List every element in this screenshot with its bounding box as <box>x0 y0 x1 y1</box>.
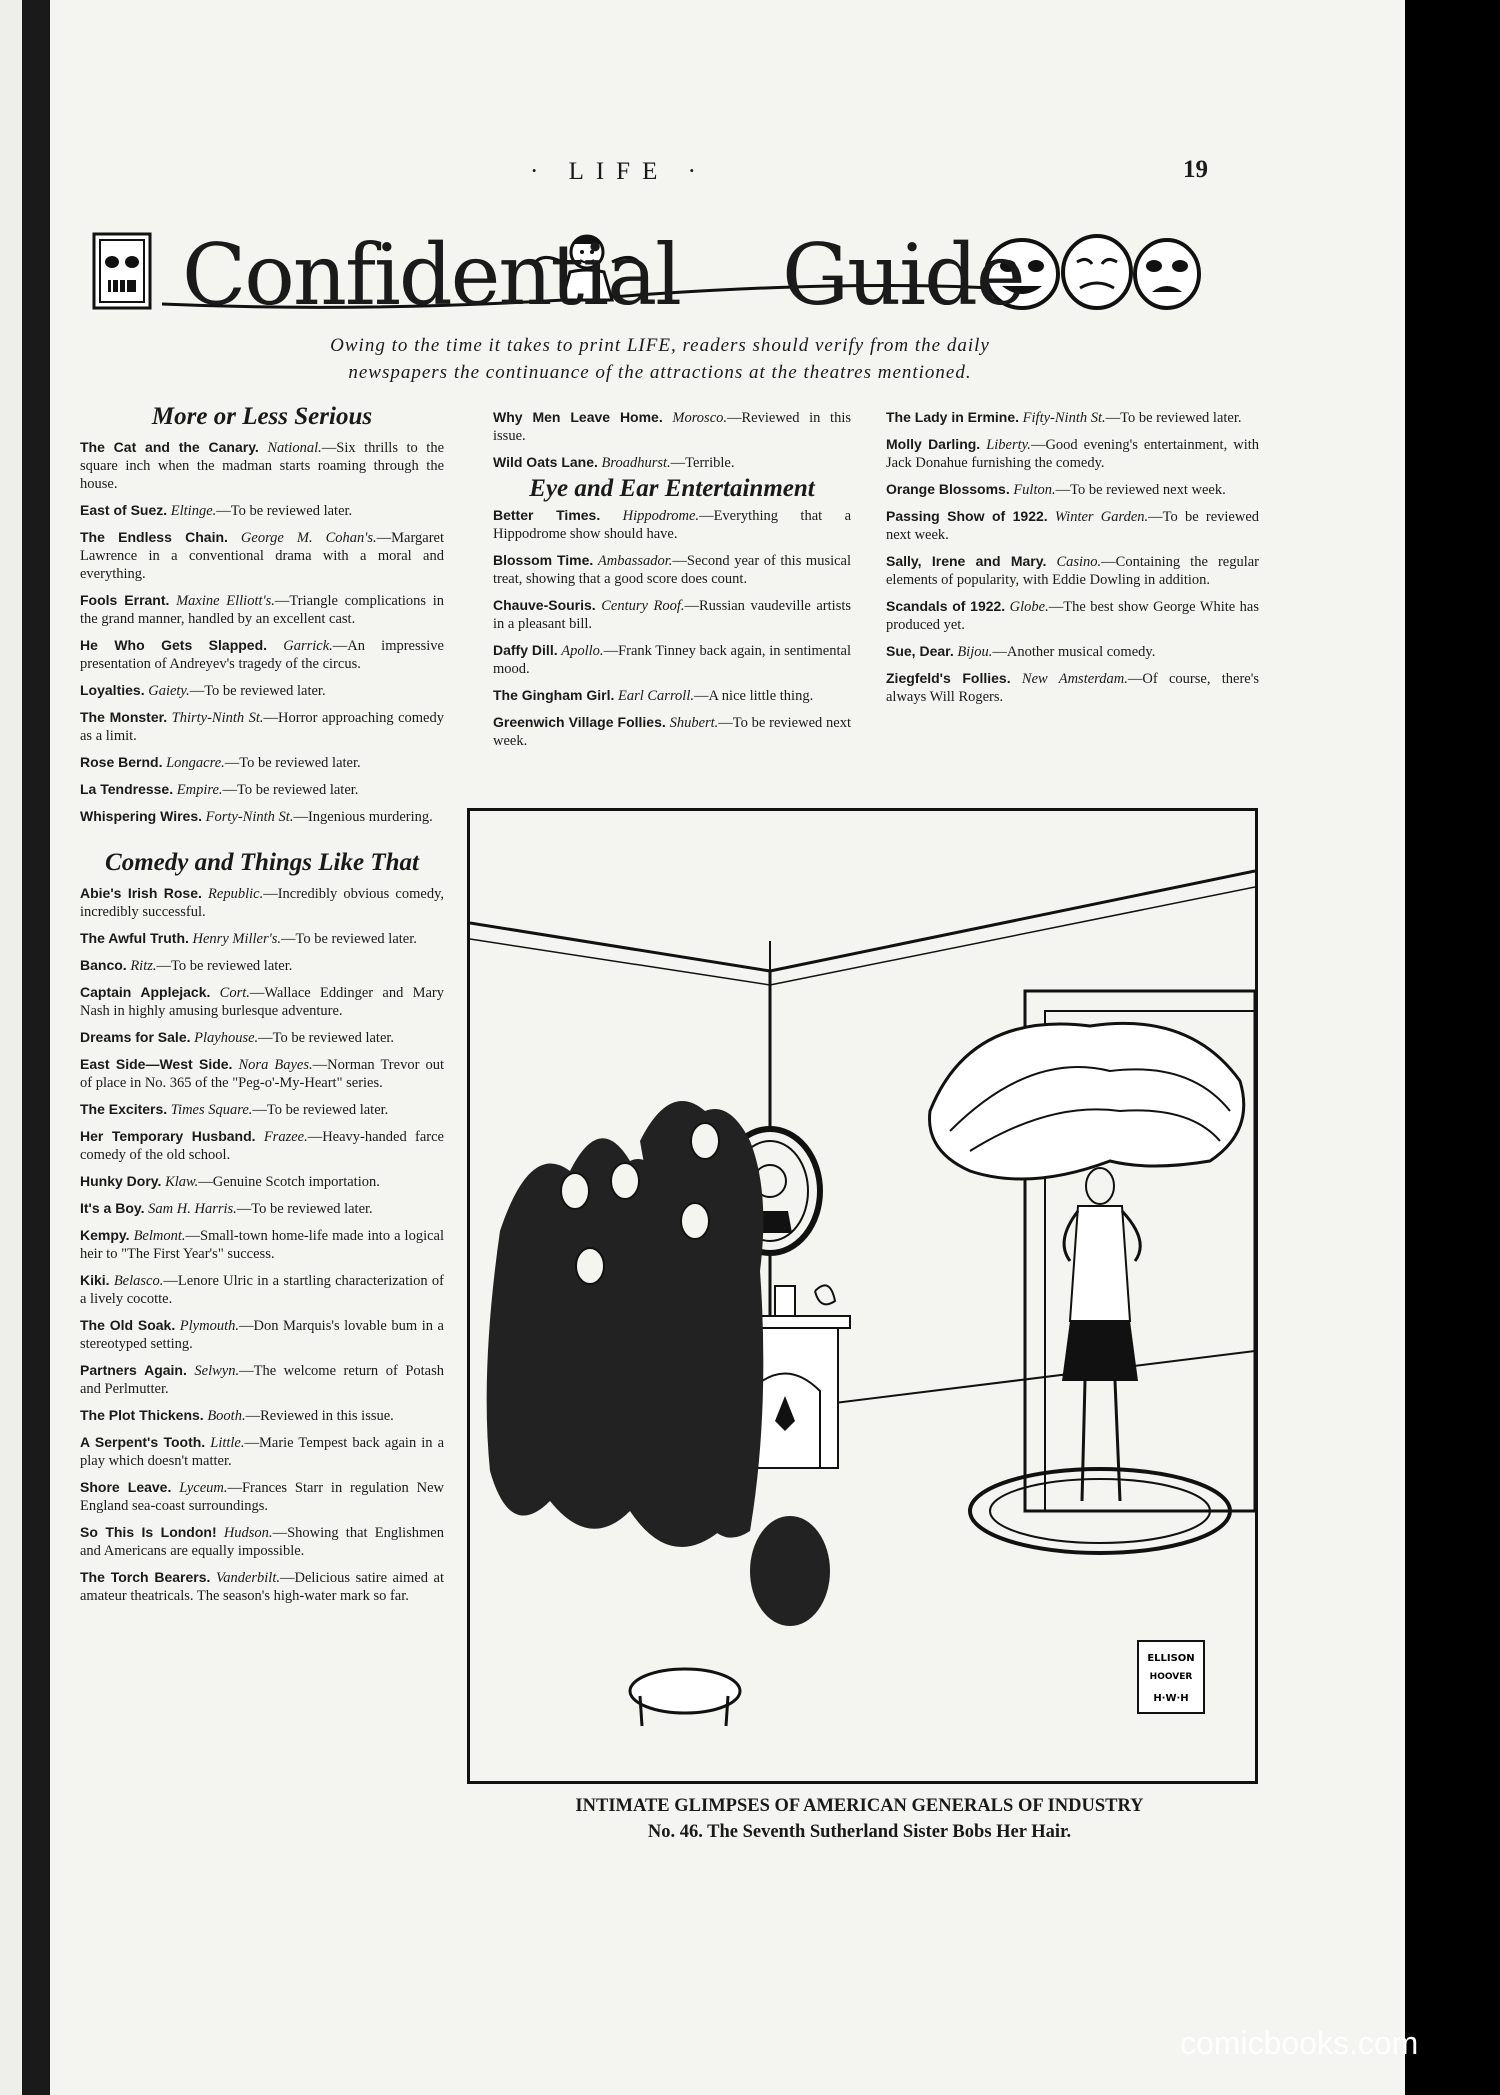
review-text: —To be reviewed later. <box>252 1102 389 1118</box>
review-text: —Showing that Englishmen and Americans are equally impossible. <box>80 1525 444 1559</box>
review-text: —Another musical comedy. <box>992 644 1156 660</box>
listing-entry <box>886 552 1259 589</box>
theatre-name: Century Roof. <box>601 598 685 614</box>
listing-entry <box>80 681 444 700</box>
review-text: —The welcome return of Potash and Perlmutter. <box>80 1363 444 1397</box>
show-title: Daffy Dill. <box>493 642 558 658</box>
theatre-name: New Amsterdam. <box>1021 671 1128 687</box>
show-title: Her Temporary Husband. <box>80 1128 256 1144</box>
listing-entry <box>80 1271 444 1308</box>
show-title: Sue, Dear. <box>886 643 954 659</box>
show-title: Wild Oats Lane. <box>493 454 598 470</box>
listing-entry <box>80 956 444 975</box>
theatre-name: Empire. <box>176 782 223 798</box>
theatre-name: Garrick. <box>283 638 333 654</box>
listing-entry <box>493 713 851 750</box>
banner-word-right: Guide <box>782 226 1024 324</box>
listing-entry <box>80 1127 444 1164</box>
listing-entry <box>80 1172 444 1191</box>
listing-entry <box>80 1028 444 1047</box>
review-text: —Reviewed in this issue. <box>493 410 851 444</box>
review-text: —To be reviewed later. <box>189 683 326 699</box>
theatre-name: Shubert. <box>669 715 719 731</box>
listing-entry <box>80 1316 444 1353</box>
listing-entry <box>80 1433 444 1470</box>
theatre-name: Hudson. <box>223 1525 273 1541</box>
show-title: Fools Errant. <box>80 592 170 608</box>
review-text: —Incredibly obvious comedy, incredibly successful. <box>80 886 445 920</box>
review-text: —Containing the regular elements of popularity, with Eddie Dowling in addition. <box>886 554 1260 588</box>
review-text: —To be reviewed later. <box>236 1201 373 1217</box>
listing-entry <box>886 480 1259 499</box>
show-title: A Serpent's Tooth. <box>80 1434 206 1450</box>
show-title: The Old Soak. <box>80 1317 176 1333</box>
review-text: —Small-town home-life made into a logical heir to "The First Year's" success. <box>80 1228 445 1262</box>
listing-entry <box>80 438 444 493</box>
listing-entry <box>886 669 1259 706</box>
theatre-name: Thirty-Ninth St. <box>171 710 264 726</box>
review-text: —A nice little thing. <box>694 688 814 704</box>
listing-entry <box>80 1226 444 1263</box>
show-title: Greenwich Village Follies. <box>493 714 666 730</box>
show-title: Hunky Dory. <box>80 1173 162 1189</box>
review-text: —Everything that a Hippodrome show should have. <box>493 508 852 542</box>
confidential-guide-banner <box>92 222 1202 322</box>
tiki-mask-icon <box>94 234 150 308</box>
theatre-name: Playhouse. <box>194 1030 259 1046</box>
theatre-name: Booth. <box>207 1408 246 1424</box>
theatre-name: Cort. <box>219 985 250 1001</box>
theatre-name: Lyceum. <box>179 1480 228 1496</box>
show-title: Loyalties. <box>80 682 145 698</box>
scan-border <box>1405 0 1500 2095</box>
show-title: The Lady in Ermine. <box>886 409 1020 425</box>
listing-entry <box>493 551 851 588</box>
listing-entry <box>886 435 1259 472</box>
notice-line: Owing to the time it takes to print LIFE, readers should verify from the daily <box>330 335 990 356</box>
review-text: —Lenore Ulric in a startling characterization of a lively cocotte. <box>80 1273 444 1307</box>
review-text: —Heavy-handed farce comedy of the old school. <box>80 1129 444 1163</box>
listing-entry <box>80 807 444 826</box>
theatre-name: Klaw. <box>165 1174 199 1190</box>
previous-page-edge <box>0 0 50 2095</box>
theatre-name: Selwyn. <box>194 1363 240 1379</box>
listing-entry <box>80 1523 444 1560</box>
review-text: —Don Marquis's lovable bum in a stereotyped setting. <box>80 1318 444 1352</box>
page-number: 19 <box>1183 156 1208 183</box>
show-title: Scandals of 1922. <box>886 598 1006 614</box>
listing-entry <box>80 780 444 799</box>
listing-entry <box>80 1568 444 1605</box>
column-right <box>886 408 1259 714</box>
signature-name: HOOVER <box>1149 1672 1193 1682</box>
signature-name: ELLISON <box>1147 1653 1195 1664</box>
top-list <box>493 408 851 472</box>
theatre-name: Fulton. <box>1013 482 1056 498</box>
show-title: Better Times. <box>493 507 601 523</box>
review-text: —Ingenious murdering. <box>293 809 433 825</box>
review-text: —To be reviewed next week. <box>1055 482 1226 498</box>
verify-notice <box>160 332 1160 386</box>
show-title: He Who Gets Slapped. <box>80 637 268 653</box>
review-text: —Second year of this musical treat, showing that a good score does count. <box>493 553 852 587</box>
review-text: —Marie Tempest back again in a play which doesn't matter. <box>80 1435 445 1469</box>
serious-list <box>80 438 444 826</box>
theatre-name: Hippodrome. <box>622 508 700 524</box>
show-title: Abie's Irish Rose. <box>80 885 202 901</box>
show-title: So This Is London! <box>80 1524 217 1540</box>
site-watermark: comicbooks.com <box>1180 2025 1419 2061</box>
tragedy-mask-icon <box>1135 240 1199 308</box>
review-text: —Six thrills to the square inch when the madman starts roaming through the house. <box>80 440 445 492</box>
theatre-name: Bijou. <box>957 644 993 660</box>
review-text: —The best show George White has produced yet. <box>886 599 1259 633</box>
listing-entry <box>80 1406 444 1425</box>
show-title: Orange Blossoms. <box>886 481 1010 497</box>
review-text: —Delicious satire aimed at amateur theatricals. The season's high-water mark so far. <box>80 1570 444 1604</box>
listing-entry <box>493 596 851 633</box>
listing-entry <box>80 1100 444 1119</box>
show-title: Rose Bernd. <box>80 754 163 770</box>
theatre-name: Belasco. <box>113 1273 164 1289</box>
theatre-name: Belmont. <box>133 1228 186 1244</box>
theatre-name: Casino. <box>1056 554 1102 570</box>
theatre-name: Earl Carroll. <box>617 688 694 704</box>
section-heading-serious: More or Less Serious <box>151 403 373 430</box>
show-title: The Gingham Girl. <box>493 687 615 703</box>
theatre-name: Fifty-Ninth St. <box>1022 410 1106 426</box>
column-middle <box>493 408 851 758</box>
eye-ear-list <box>493 506 851 750</box>
review-text: —An impressive presentation of Andreyev's tragedy of the circus. <box>80 638 444 672</box>
show-title: Passing Show of 1922. <box>886 508 1048 524</box>
listing-entry <box>886 597 1259 634</box>
show-title: The Torch Bearers. <box>80 1569 211 1585</box>
listing-entry <box>493 506 851 543</box>
listing-entry <box>80 528 444 583</box>
theatre-name: Little. <box>210 1435 245 1451</box>
review-text: —To be reviewed next week. <box>493 715 851 749</box>
show-title: The Endless Chain. <box>80 529 228 545</box>
show-title: Sally, Irene and Mary. <box>886 553 1047 569</box>
theatre-name: Ambassador. <box>597 553 673 569</box>
review-text: —Of course, there's always Will Rogers. <box>886 671 1259 705</box>
theatre-name: Forty-Ninth St. <box>205 809 294 825</box>
section-heading-comedy: Comedy and Things Like That <box>105 849 419 876</box>
theatre-name: Apollo. <box>561 643 604 659</box>
show-title: La Tendresse. <box>80 781 174 797</box>
review-text: —Horror approaching comedy as a limit. <box>80 710 444 744</box>
show-title: The Monster. <box>80 709 168 725</box>
musical-list <box>886 408 1259 706</box>
show-title: Molly Darling. <box>886 436 981 452</box>
comedy-list <box>80 884 444 1605</box>
review-text: —To be reviewed later. <box>1105 410 1242 426</box>
show-title: The Cat and the Canary. <box>80 439 259 455</box>
review-text: —Wallace Eddinger and Mary Nash in highly amusing burlesque adventure. <box>80 985 444 1019</box>
section-heading-eye-ear: Eye and Ear Entertainment <box>529 475 815 502</box>
listing-entry <box>80 983 444 1020</box>
theatre-name: Plymouth. <box>179 1318 239 1334</box>
review-text: —Margaret Lawrence in a conventional drama with a moral and everything. <box>80 530 445 582</box>
review-text: —To be reviewed later. <box>281 931 417 947</box>
theatre-name: Eltinge. <box>170 503 217 519</box>
listing-entry <box>80 1055 444 1092</box>
theatre-name: Sam H. Harris. <box>148 1201 237 1217</box>
review-text: —Frank Tinney back again, in sentimental mood. <box>493 643 851 677</box>
cartoon-drawing <box>470 811 1255 1781</box>
show-title: Shore Leave. <box>80 1479 172 1495</box>
theatre-name: Globe. <box>1009 599 1049 615</box>
listing-entry <box>80 1199 444 1218</box>
theatre-name: National. <box>267 440 322 456</box>
listing-entry <box>493 641 851 678</box>
cartoon-illustration <box>467 808 1258 1784</box>
caption-title: INTIMATE GLIMPSES OF AMERICAN GENERALS OF INDUSTRY <box>575 1796 1144 1816</box>
show-title: The Exciters. <box>80 1101 168 1117</box>
show-title: Whispering Wires. <box>80 808 203 824</box>
theatre-name: Nora Bayes. <box>238 1057 313 1073</box>
listing-entry <box>80 1361 444 1398</box>
theatre-name: Times Square. <box>170 1102 253 1118</box>
theatre-mask-icon <box>1063 236 1131 308</box>
listing-entry <box>493 408 851 445</box>
show-title: Partners Again. <box>80 1362 187 1378</box>
theatre-name: Gaiety. <box>148 683 190 699</box>
show-title: East Side—West Side. <box>80 1056 233 1072</box>
theatre-name: Liberty. <box>986 437 1031 453</box>
show-title: East of Suez. <box>80 502 168 518</box>
listing-entry <box>493 686 851 705</box>
listing-entry <box>80 1478 444 1515</box>
theatre-name: Frazee. <box>263 1129 308 1145</box>
review-text: —Good evening's entertainment, with Jack Donahue furnishing the comedy. <box>886 437 1259 471</box>
theatre-name: Longacre. <box>166 755 225 771</box>
banner-word-left: Confidential <box>182 226 681 324</box>
caption-subtitle: No. 46. The Seventh Sutherland Sister Bobs Her Hair. <box>647 1822 1072 1842</box>
show-title: Dreams for Sale. <box>80 1029 191 1045</box>
review-text: —Norman Trevor out of place in No. 365 of the "Peg-o'-My-Heart" series. <box>80 1057 444 1091</box>
listing-entry <box>886 642 1259 661</box>
review-text: —Terrible. <box>670 455 735 471</box>
magazine-page <box>50 0 1405 2095</box>
listing-entry <box>80 636 444 673</box>
theatre-name: Morosco. <box>672 410 728 426</box>
review-text: —To be reviewed later. <box>216 503 353 519</box>
show-title: Kempy. <box>80 1227 130 1243</box>
review-text: —To be reviewed next week. <box>886 509 1260 543</box>
show-title: Chauve-Souris. <box>493 597 596 613</box>
theatre-name: Republic. <box>208 886 264 902</box>
theatre-name: Winter Garden. <box>1054 509 1149 525</box>
show-title: It's a Boy. <box>80 1200 145 1216</box>
review-text: —To be reviewed later. <box>222 782 359 798</box>
show-title: Kiki. <box>80 1272 110 1288</box>
theatre-name: Ritz. <box>130 958 157 974</box>
theatre-name: Vanderbilt. <box>215 1570 280 1586</box>
listing-entry <box>80 501 444 520</box>
review-text: —To be reviewed later. <box>224 755 361 771</box>
listing-entry <box>80 884 444 921</box>
review-text: —Russian vaudeville artists in a pleasant bill. <box>493 598 852 632</box>
review-text: —To be reviewed later. <box>258 1030 395 1046</box>
listing-entry <box>80 591 444 628</box>
review-text: —To be reviewed later. <box>156 958 293 974</box>
review-text: —Genuine Scotch importation. <box>198 1174 380 1190</box>
listing-entry <box>886 408 1259 427</box>
show-title: Banco. <box>80 957 127 973</box>
theatre-name: Henry Miller's. <box>192 931 281 947</box>
signature-initials: H·W·H <box>1153 1693 1189 1704</box>
show-title: Ziegfeld's Follies. <box>886 670 1011 686</box>
notice-line: newspapers the continuance of the attractions at the theatres mentioned. <box>348 362 972 383</box>
cartoon-caption <box>467 1793 1252 1845</box>
theatre-name: George M. Cohan's. <box>240 530 377 546</box>
listing-entry <box>80 708 444 745</box>
review-text: —Triangle complications in the grand manner, handled by an excellent cast. <box>80 593 444 627</box>
show-title: Captain Applejack. <box>80 984 211 1000</box>
running-head: · LIFE · <box>530 158 708 185</box>
listing-entry <box>80 753 444 772</box>
listing-entry <box>493 453 851 472</box>
show-title: Why Men Leave Home. <box>493 409 663 425</box>
show-title: The Plot Thickens. <box>80 1407 204 1423</box>
column-left <box>80 403 445 1613</box>
theatre-name: Broadhurst. <box>601 455 671 471</box>
show-title: The Awful Truth. <box>80 930 189 946</box>
listing-entry <box>886 507 1259 544</box>
show-title: Blossom Time. <box>493 552 594 568</box>
review-text: —Reviewed in this issue. <box>245 1408 394 1424</box>
review-text: —Frances Starr in regulation New England sea-coast surroundings. <box>80 1480 444 1514</box>
listing-entry <box>80 929 444 948</box>
theatre-name: Maxine Elliott's. <box>176 593 275 609</box>
